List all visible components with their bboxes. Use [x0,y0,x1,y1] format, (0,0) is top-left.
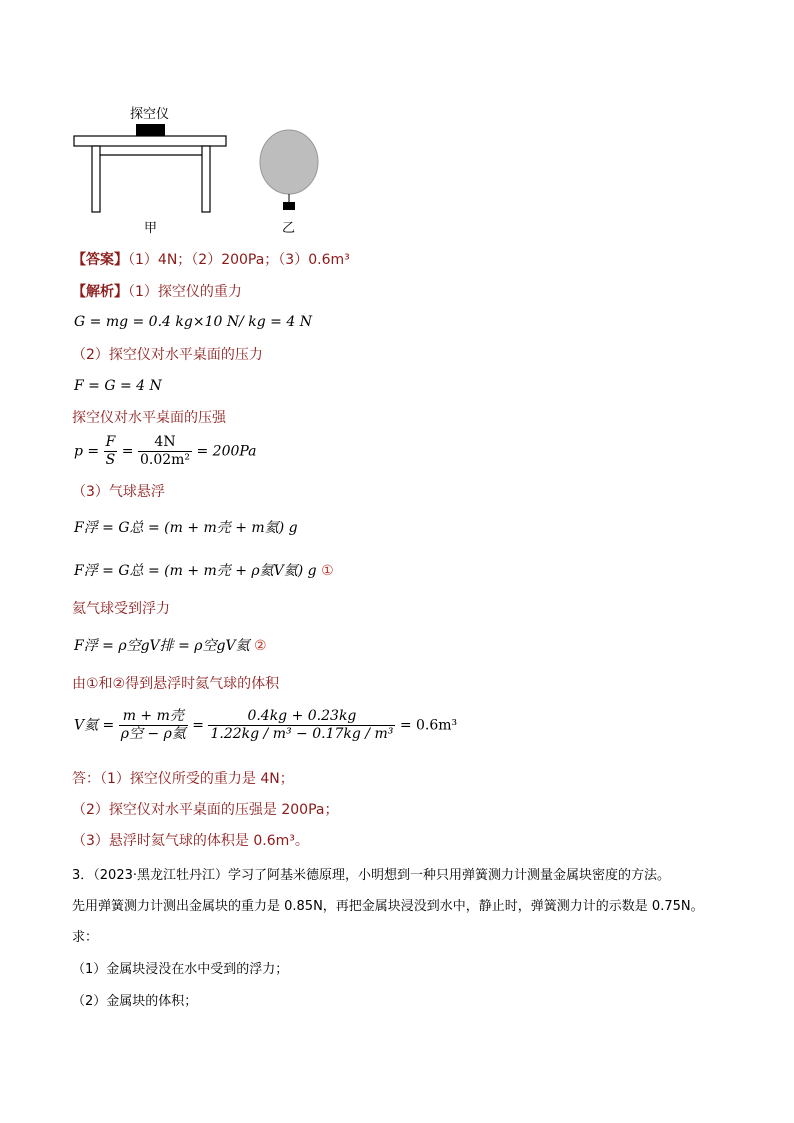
equation-mark-1: ① [321,563,334,579]
question-3-line-5: （2）金属块的体积； [72,994,198,1009]
volume-result: = 0.6m³ [399,717,458,734]
analysis-step4: （3）气球悬浮 [72,484,165,500]
analysis-step1: （1）探空仪的重力 [128,284,242,300]
analysis-tag: 【解析】 [72,284,128,300]
volume-den-1: ρ空 − ρ氦 [120,726,186,742]
pressure-eq-sign: = [121,443,134,460]
conclusion-line-1: 答：（1）探空仪所受的重力是 4N； [72,771,294,787]
volume-den-2: 1.22kg / m³ − 0.17kg / m³ [210,726,394,742]
pressure-result: = 200Pa [196,443,257,460]
question-3-line-2: 先用弹簧测力计测出金属块的重力是 0.85N，再把金属块浸没到水中，静止时，弹簧测力计的示数是 0.75N。 [72,899,704,914]
pressure-fraction-2 [138,434,192,469]
pressure-equation [74,434,257,469]
analysis-step2: （2）探空仪对水平桌面的压力 [72,347,263,363]
volume-fraction-1 [119,708,188,743]
sounding-device [136,124,165,136]
answer-text: （1）4N；（2）200Pa；（3）0.6m³ [128,252,350,268]
table-diagram [74,124,226,212]
buoyancy-equation-3: F浮 = ρ空gV排 = ρ空gV氦 [74,638,250,654]
conclusion-line-2: （2）探空仪对水平桌面的压强是 200Pa； [72,802,339,818]
analysis-line [72,282,242,302]
buoyancy-equation-3-line [74,636,267,656]
figure-label-a: 甲 [144,221,158,236]
analysis-step6: 由①和②得到悬浮时氦气球的体积 [72,676,280,692]
question-3-line-4: （1）金属块浸没在水中受到的浮力； [72,962,289,977]
figure-label-b: 乙 [282,221,296,236]
volume-num-1: m + m壳 [119,708,188,726]
question-3-line-3: 求： [72,930,99,945]
analysis-step5: 氦气球受到浮力 [72,601,170,617]
pressure-num-1: F [105,434,116,450]
volume-fraction-2 [208,708,395,743]
pressure-lhs: p = [74,443,100,460]
pressure-den-2: 0.02m² [139,452,191,468]
answer-tag: 【答案】 [72,252,128,268]
buoyancy-equation-2: F浮 = G总 = (m + m壳 + ρ氦V氦) g [74,563,317,579]
pressure-fraction-1 [104,434,118,469]
force-equation: F = G = 4 N [74,378,162,394]
analysis-step3: 探空仪对水平桌面的压强 [72,410,226,426]
buoyancy-equation-1: F浮 = G总 = (m + m壳 + m氦) g [74,520,298,536]
gravity-equation: G = mg = 0.4 kg×10 N/ kg = 4 N [74,314,312,330]
volume-lhs: V氦 = [74,717,115,734]
question-3-line-1: 3．（2023·黑龙江牡丹江）学习了阿基米德原理，小明想到一种只用弹簧测力计测量金属块密度的方法。 [72,868,670,883]
balloon-diagram [260,130,318,210]
volume-equation [74,708,457,743]
volume-num-2: 0.4kg + 0.23kg [208,708,395,726]
device-label: 探空仪 [130,107,170,122]
pressure-num-2: 4N [138,434,192,452]
figure [60,95,360,240]
equation-mark-2: ② [254,638,267,654]
conclusion-line-3: （3）悬浮时氦气球的体积是 0.6m³。 [72,833,309,849]
buoyancy-equation-2-line [74,561,334,581]
pressure-den-1: S [105,452,116,468]
volume-eq-sign: = [192,717,205,734]
answer-line [72,250,350,270]
